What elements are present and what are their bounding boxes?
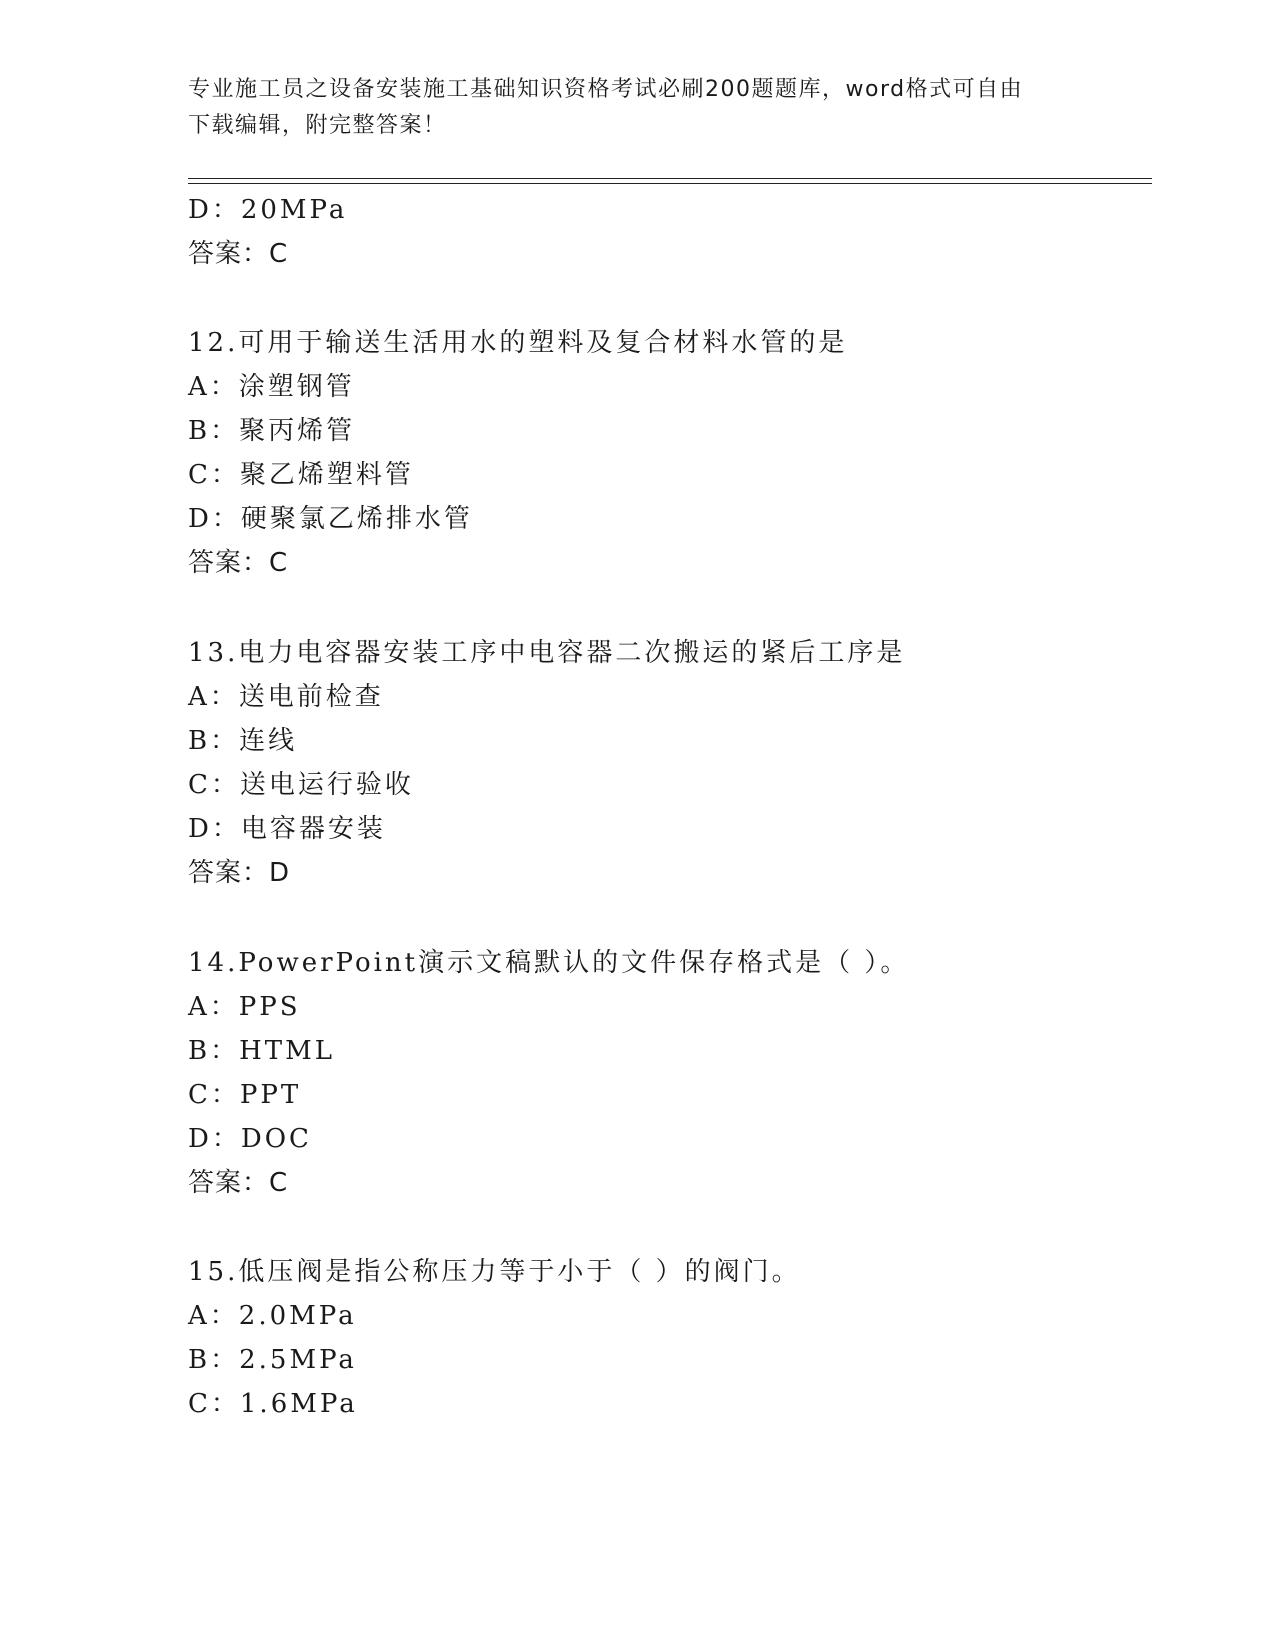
q12-answer: 答案：C — [188, 548, 289, 578]
q14-option-a: A：PPS — [188, 992, 301, 1022]
header-title-line-1: 专业施工员之设备安装施工基础知识资格考试必刷200题题库，word格式可自由 — [188, 77, 1024, 102]
q13-answer: 答案：D — [188, 858, 291, 888]
header-title-line-2: 下载编辑，附完整答案！ — [188, 113, 447, 138]
q14-answer: 答案：C — [188, 1168, 289, 1198]
header-rule-bottom — [188, 183, 1152, 184]
q12-option-d: D：硬聚氯乙烯排水管 — [188, 504, 473, 534]
q13-option-b: B：连线 — [188, 726, 298, 756]
q14-question: 14.PowerPoint演示文稿默认的文件保存格式是（ ）。 — [188, 948, 910, 978]
q12-option-c: C：聚乙烯塑料管 — [188, 460, 414, 490]
q15-option-a: A：2.0MPa — [188, 1301, 357, 1331]
q15-option-b: B：2.5MPa — [188, 1345, 357, 1375]
document-header — [188, 72, 1068, 144]
q13-option-c: C：送电运行验收 — [188, 770, 414, 800]
q12-option-a: A：涂塑钢管 — [188, 372, 355, 402]
q14-option-b: B：HTML — [188, 1036, 336, 1066]
prev-answer: 答案：C — [188, 239, 289, 269]
q13-option-d: D：电容器安装 — [188, 814, 386, 844]
q15-option-c: C：1.6MPa — [188, 1389, 358, 1419]
q12-question: 12.可用于输送生活用水的塑料及复合材料水管的是 — [188, 328, 848, 358]
q15-question: 15.低压阀是指公称压力等于小于（ ）的阀门。 — [188, 1257, 801, 1287]
q14-option-d: D：DOC — [188, 1124, 312, 1154]
prev-option-d: D：20MPa — [188, 195, 348, 225]
q13-question: 13.电力电容器安装工序中电容器二次搬运的紧后工序是 — [188, 638, 906, 668]
q13-option-a: A：送电前检查 — [188, 682, 384, 712]
q12-option-b: B：聚丙烯管 — [188, 416, 356, 446]
q14-option-c: C：PPT — [188, 1080, 302, 1110]
header-rule-top — [188, 178, 1152, 179]
